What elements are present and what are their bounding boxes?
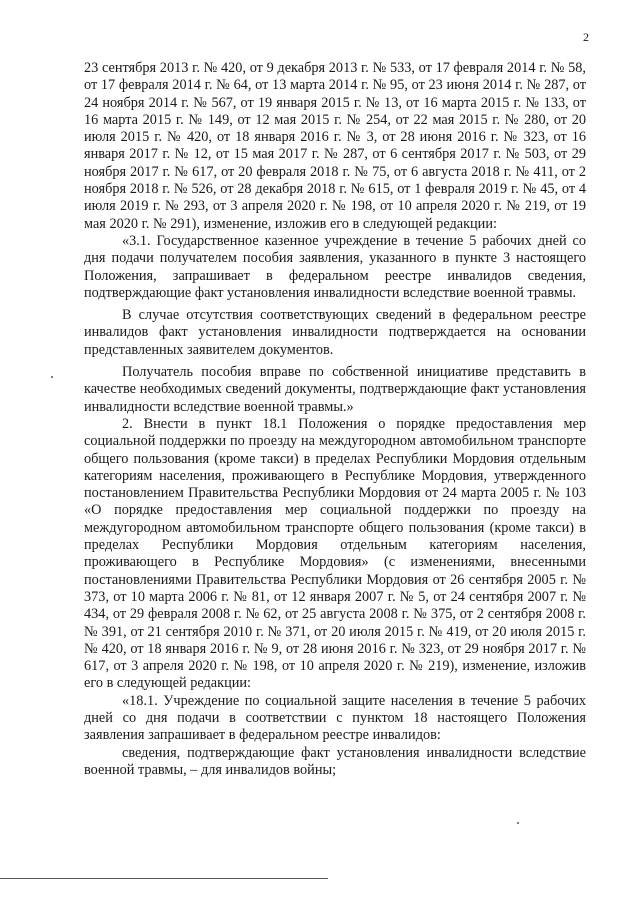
paragraph-own-initiative: Получатель пособия вправе по собственной инициативе представить в качестве необходимых сведений документы, подтверждающие факт установления инвалидности вследствие военной травмы.» bbox=[84, 364, 586, 415]
footer-rule bbox=[0, 878, 328, 879]
scan-speck bbox=[51, 376, 53, 378]
paragraph-war-invalids: сведения, подтверждающие факт установления инвалидности вследствие военной травмы, – для инвалидов войны; bbox=[84, 744, 586, 778]
paragraph-amendment-list: 23 сентября 2013 г. № 420, от 9 декабря 2013 г. № 533, от 17 февраля 2014 г. № 58, от 17 февраля 2014 г. № 64, от 13 марта 2014 г. № 95, от 23 июня 2014 г. № 287, от 24 ноября 2014 г. № 567, от 19 января 2015 г. № 13, от 16 марта 2015 г. № 133, от 16 марта 2015 г. № 149, от 12 мая 2015 г. № 254, от 22 мая 2015 г. № 280, от 20 июля 2015 г. № 420, от 18 января 2016 г. № 3, от 28 июня 2016 г. № 323, от 16 января 2017 г. № 12, от 15 мая 2017 г. № 287, от 6 сентября 2017 г. № 503, от 29 ноября 2017 г. № 617, от 20 февраля 2018 г. № 75, от 6 августа 2018 г. № 411, от 2 ноября 2018 г. № 526, от 28 декабря 2018 г. № 615, от 1 февраля 2019 г. № 45, от 4 июля 2019 г. № 293, от 3 апреля 2020 г. № 198, от 10 апреля 2020 г. № 219, от 19 мая 2020 г. № 291), изменение, изложив его в следующей редакции: bbox=[84, 60, 586, 232]
paragraph-clause-3-1: «3.1. Государственное казенное учреждение в течение 5 рабочих дней со дня подачи получателем пособия заявления, указанного в пункте 3 настоящего Положения, запрашивает в федеральном реестре инвалидов сведения, подтверждающие факт установления инвалидности вследствие военной травмы. bbox=[84, 232, 586, 301]
paragraph-missing-data: В случае отсутствия соответствующих сведений в федеральном реестре инвалидов факт установления инвалидности подтверждается на основании представленных заявителем документов. bbox=[84, 307, 586, 358]
document-body bbox=[84, 60, 586, 779]
paragraph-item-2: 2. Внести в пункт 18.1 Положения о порядке предоставления мер социальной поддержки по проезду на междугородном автомобильном транспорте общего пользования (кроме такси) в пределах Республики Мордовия отдельным категориям населения, проживающего в Республике Мордовия, утвержденного постановлением Правительства Республики Мордовия от 24 марта 2005 г. № 103 «О порядке предоставления мер социальной поддержки по проезду на междугородном автомобильном транспорте общего пользования (кроме такси) в пределах Республики Мордовия отдельным категориям населения, проживающего в Республике Мордовия» (с изменениями, внесенными постановлениями Правительства Республики Мордовия от 26 сентября 2005 г. № 373, от 10 марта 2006 г. № 81, от 12 января 2007 г. № 5, от 24 сентября 2007 г. № 434, от 29 февраля 2008 г. № 62, от 25 августа 2008 г. № 375, от 2 сентября 2008 г. № 391, от 21 сентября 2010 г. № 371, от 20 июля 2015 г. № 419, от 20 июля 2015 г. № 420, от 18 января 2016 г. № 9, от 28 июня 2016 г. № 323, от 29 ноября 2017 г. № 617, от 3 апреля 2020 г. № 198, от 10 апреля 2020 г. № 219), изменение, изложив его в следующей редакции: bbox=[84, 415, 586, 692]
paragraph-clause-18-1: «18.1. Учреждение по социальной защите населения в течение 5 рабочих дней со дня подачи в соответствии с пунктом 18 настоящего Положения заявления запрашивает в федеральном реестре инвалидов: bbox=[84, 692, 586, 744]
page-number: 2 bbox=[583, 30, 589, 44]
scan-speck bbox=[517, 822, 519, 824]
